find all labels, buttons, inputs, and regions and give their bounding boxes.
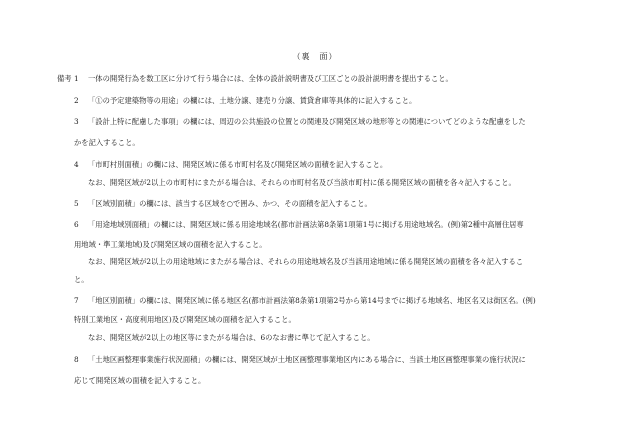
note-number: 8	[74, 355, 79, 364]
note-number: 3	[74, 117, 79, 126]
note-5-line-1: 「区域別面積」の欄には、該当する区域を○で囲み、かつ、その面積を記入すること。	[88, 199, 372, 208]
note-6-line-4: と。	[74, 275, 89, 284]
remarks-label: 備考	[57, 74, 72, 83]
note-6-line-2: 用地域・準工業地域)及び開発区域の面積を記入すること。	[74, 240, 267, 249]
note-1-line-1: 一体の開発行為を数工区に分けて行う場合には、全体の設計説明書及び工区ごとの設計説明書を提出すること。	[88, 74, 453, 83]
note-2-line-1: 「①の予定建築物等の用途」の欄には、土地分譲、建売り分譲、賃貸倉庫等具体的に記入すること。	[88, 96, 417, 105]
note-3-line-1: 「設計上特に配慮した事項」の欄には、周辺の公共施設の位置との関連及び開発区域の地形等との関連についてどのような配慮をした	[88, 117, 526, 126]
note-number: 2	[74, 96, 79, 105]
note-4-line-2: なお、開発区域が2以上の市町村にまたがる場合は、それらの市町村名及び当該市町村に係る開発区域の面積を各々記入すること。	[88, 178, 516, 187]
note-number: 7	[74, 296, 79, 305]
note-7-line-3: なお、開発区域が2以上の地区等にまたがる場合は、6のなお書に準じて記入すること。	[88, 333, 375, 342]
note-number: 1	[74, 74, 79, 83]
note-4-line-1: 「市町村別面積」の欄には、開発区域に係る市町村名及び開発区域の面積を記入すること。	[88, 160, 388, 169]
note-7-line-2: 特別工業地区・高度利用地区)及び開発区域の面積を記入すること。	[74, 315, 296, 324]
page-heading: （裏 面）	[292, 52, 338, 61]
note-number: 4	[74, 160, 79, 169]
note-8-line-1: 「土地区画整理事業施行状況面積」の欄には、開発区域が土地区画整理事業地区内にある場合に、当該土地区画整理事業の施行状況に	[88, 355, 526, 364]
note-number: 5	[74, 199, 79, 208]
note-6-line-3: なお、開発区域が2以上の用途地域にまたがる場合は、それらの用途地域名及び当該用途地域に係る開発区域の面積を各々記入するこ	[88, 257, 524, 266]
note-3-line-2: かを記入すること。	[74, 138, 140, 147]
note-7-line-1: 「地区別面積」の欄には、開発区域に係る地区名(都市計画法第8条第1項第2号から第14号までに掲げる地域名、地区名又は街区名。(例)	[88, 296, 536, 305]
note-8-line-2: 応じて開発区域の面積を記入すること。	[74, 376, 206, 385]
note-6-line-1: 「用途地域別面積」の欄には、開発区域に係る用途地域名(都市計画法第8条第1項第1号に掲げる用途地域名。(例)第2種中高層住居専	[88, 220, 524, 229]
note-number: 6	[74, 220, 79, 229]
